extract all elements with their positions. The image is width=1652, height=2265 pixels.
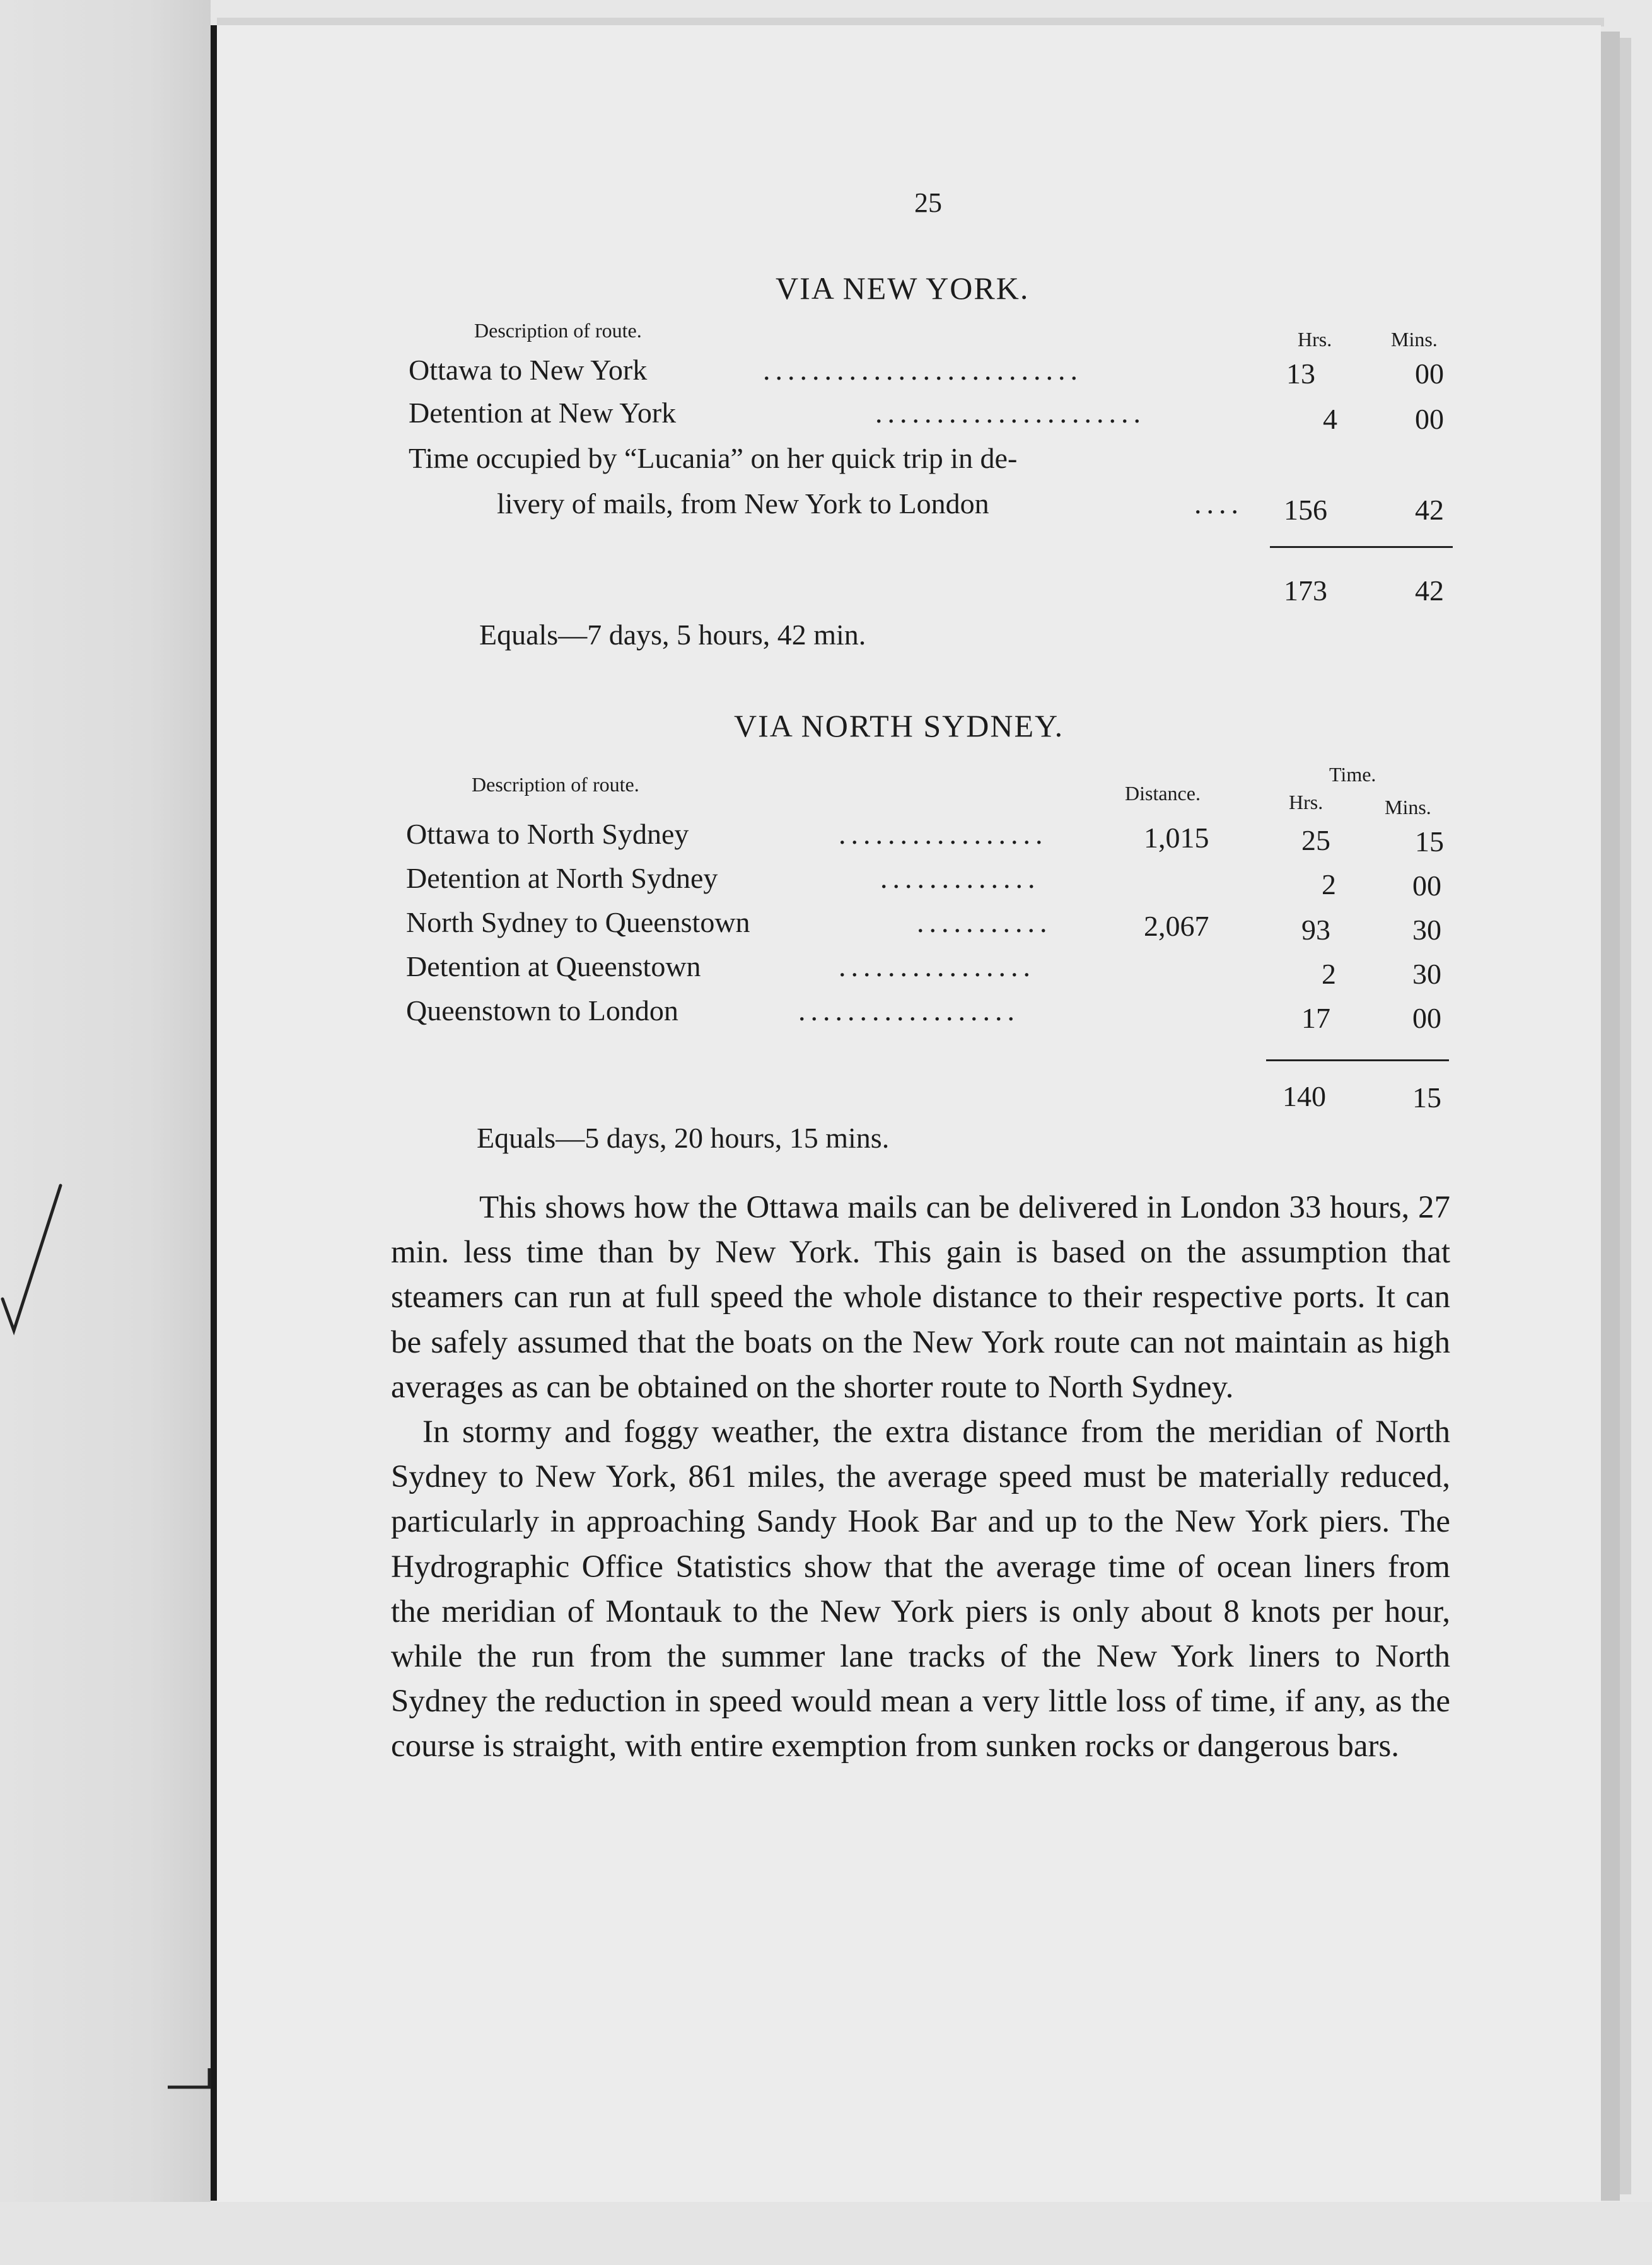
ns-row-desc: North Sydney to Queenstown [406,906,750,938]
ns-header-mins: Mins. [1385,796,1431,818]
ny-row-desc-continued: livery of mails, from New York to London [497,487,989,520]
ns-total-hrs: 140 [1283,1080,1326,1112]
ns-row-desc: Ottawa to North Sydney [406,818,689,850]
ns-row-desc: Queenstown to London [406,994,678,1027]
ns-row-desc: Detention at North Sydney [406,862,718,894]
page [217,25,1601,2202]
ny-row-desc: Ottawa to New York [409,354,648,386]
body-paragraph-2: In stormy and foggy weather, the extra distance from the meridian of North Sydney to New York, 861 miles, the average speed must be materially reduced, particularly in approaching Sandy Hook Bar and up to the New York piers. The Hydrographic Office Statistics show that the average time of ocean liners from the meridian of Montauk to the New York piers is only about 8 knots per hour, while the run from the summer lane tracks of the New York liners to North Sydney the reduction in speed would mean a very little loss of time, if any, as the course is straight, with entire exemption from sunken rocks or dangerous bars. [391,1414,1450,1764]
ny-total-rule [1270,546,1453,548]
ns-row-mins: 30 [1412,958,1441,990]
ns-row-mins: 00 [1412,1002,1441,1034]
check-mark-annotation [0,1173,69,1337]
ns-row-desc: Detention at Queenstown [406,950,701,982]
facing-page [0,0,211,2265]
ns-row-mins: 30 [1412,914,1441,946]
ns-total-mins: 15 [1412,1081,1441,1114]
body-paragraph-1: This shows how the Ottawa mails can be delivered in London 33 hours, 27 min. less time than by New York. This gain is based on the assumption that steamers can run at full speed the whole distance to their respective ports. It can be safely assumed that the boats on the New York route can not maintain as high averages as can be obtained on the shorter route to North Sydney. [391,1190,1450,1405]
book-gutter [211,25,217,2201]
ns-header-distance: Distance. [1125,782,1201,805]
ns-row-hrs: 2 [1322,868,1336,900]
ns-row-leader: ............. [880,862,1040,894]
ns-row-hrs: 17 [1301,1002,1330,1034]
ny-header-description: Description of route. [474,319,642,342]
ny-row-mins: 00 [1415,358,1444,390]
ns-row-hrs: 2 [1322,958,1336,990]
ns-header-time: Time. [1329,763,1376,786]
ns-row-leader: .................. [798,994,1020,1027]
page-edge-outer [1620,38,1631,2194]
ny-total-hrs: 173 [1284,574,1327,607]
ny-total-mins: 42 [1415,574,1444,607]
ns-header-description: Description of route. [472,773,639,796]
ns-row-distance: 1,015 [1144,822,1209,854]
ns-row-leader: ................. [839,818,1048,850]
section-title-north-sydney: VIA NORTH SYDNEY. [734,708,1064,743]
ny-row-hrs: 4 [1323,403,1337,435]
ns-total-rule [1266,1059,1449,1061]
page-edge [1601,32,1620,2201]
ns-row-mins: 00 [1412,870,1441,902]
ny-row-leader: .......................... [763,354,1083,386]
ny-equals: Equals—7 days, 5 hours, 42 min. [479,619,866,651]
ny-row-hrs: 156 [1284,494,1327,526]
ns-equals: Equals—5 days, 20 hours, 15 mins. [477,1122,890,1154]
ny-header-hrs: Hrs. [1298,328,1332,351]
ny-row-leader: ...................... [875,397,1146,429]
ns-row-hrs: 25 [1301,824,1330,856]
ny-row-hrs: 13 [1286,358,1315,390]
ny-row-mins: 00 [1415,403,1444,435]
body-text [391,1185,1450,1769]
page-number: 25 [914,187,942,218]
ns-row-leader: ........... [917,906,1052,938]
ns-row-hrs: 93 [1301,914,1330,946]
ny-row-leader: .... [1194,487,1243,520]
bottom-margin [0,2202,1652,2265]
ns-row-distance: 2,067 [1144,910,1209,942]
ny-row-desc: Detention at New York [409,397,677,429]
ny-row-desc: Time occupied by “Lucania” on her quick trip in de- [409,442,1018,474]
ns-header-hrs: Hrs. [1289,791,1323,813]
ns-row-mins: 15 [1415,825,1444,858]
ny-row-mins: 42 [1415,494,1444,526]
ns-row-leader: ................ [839,950,1035,982]
ny-header-mins: Mins. [1391,328,1438,351]
binding-mark [165,2062,222,2100]
section-title-new-york: VIA NEW YORK. [776,271,1030,306]
